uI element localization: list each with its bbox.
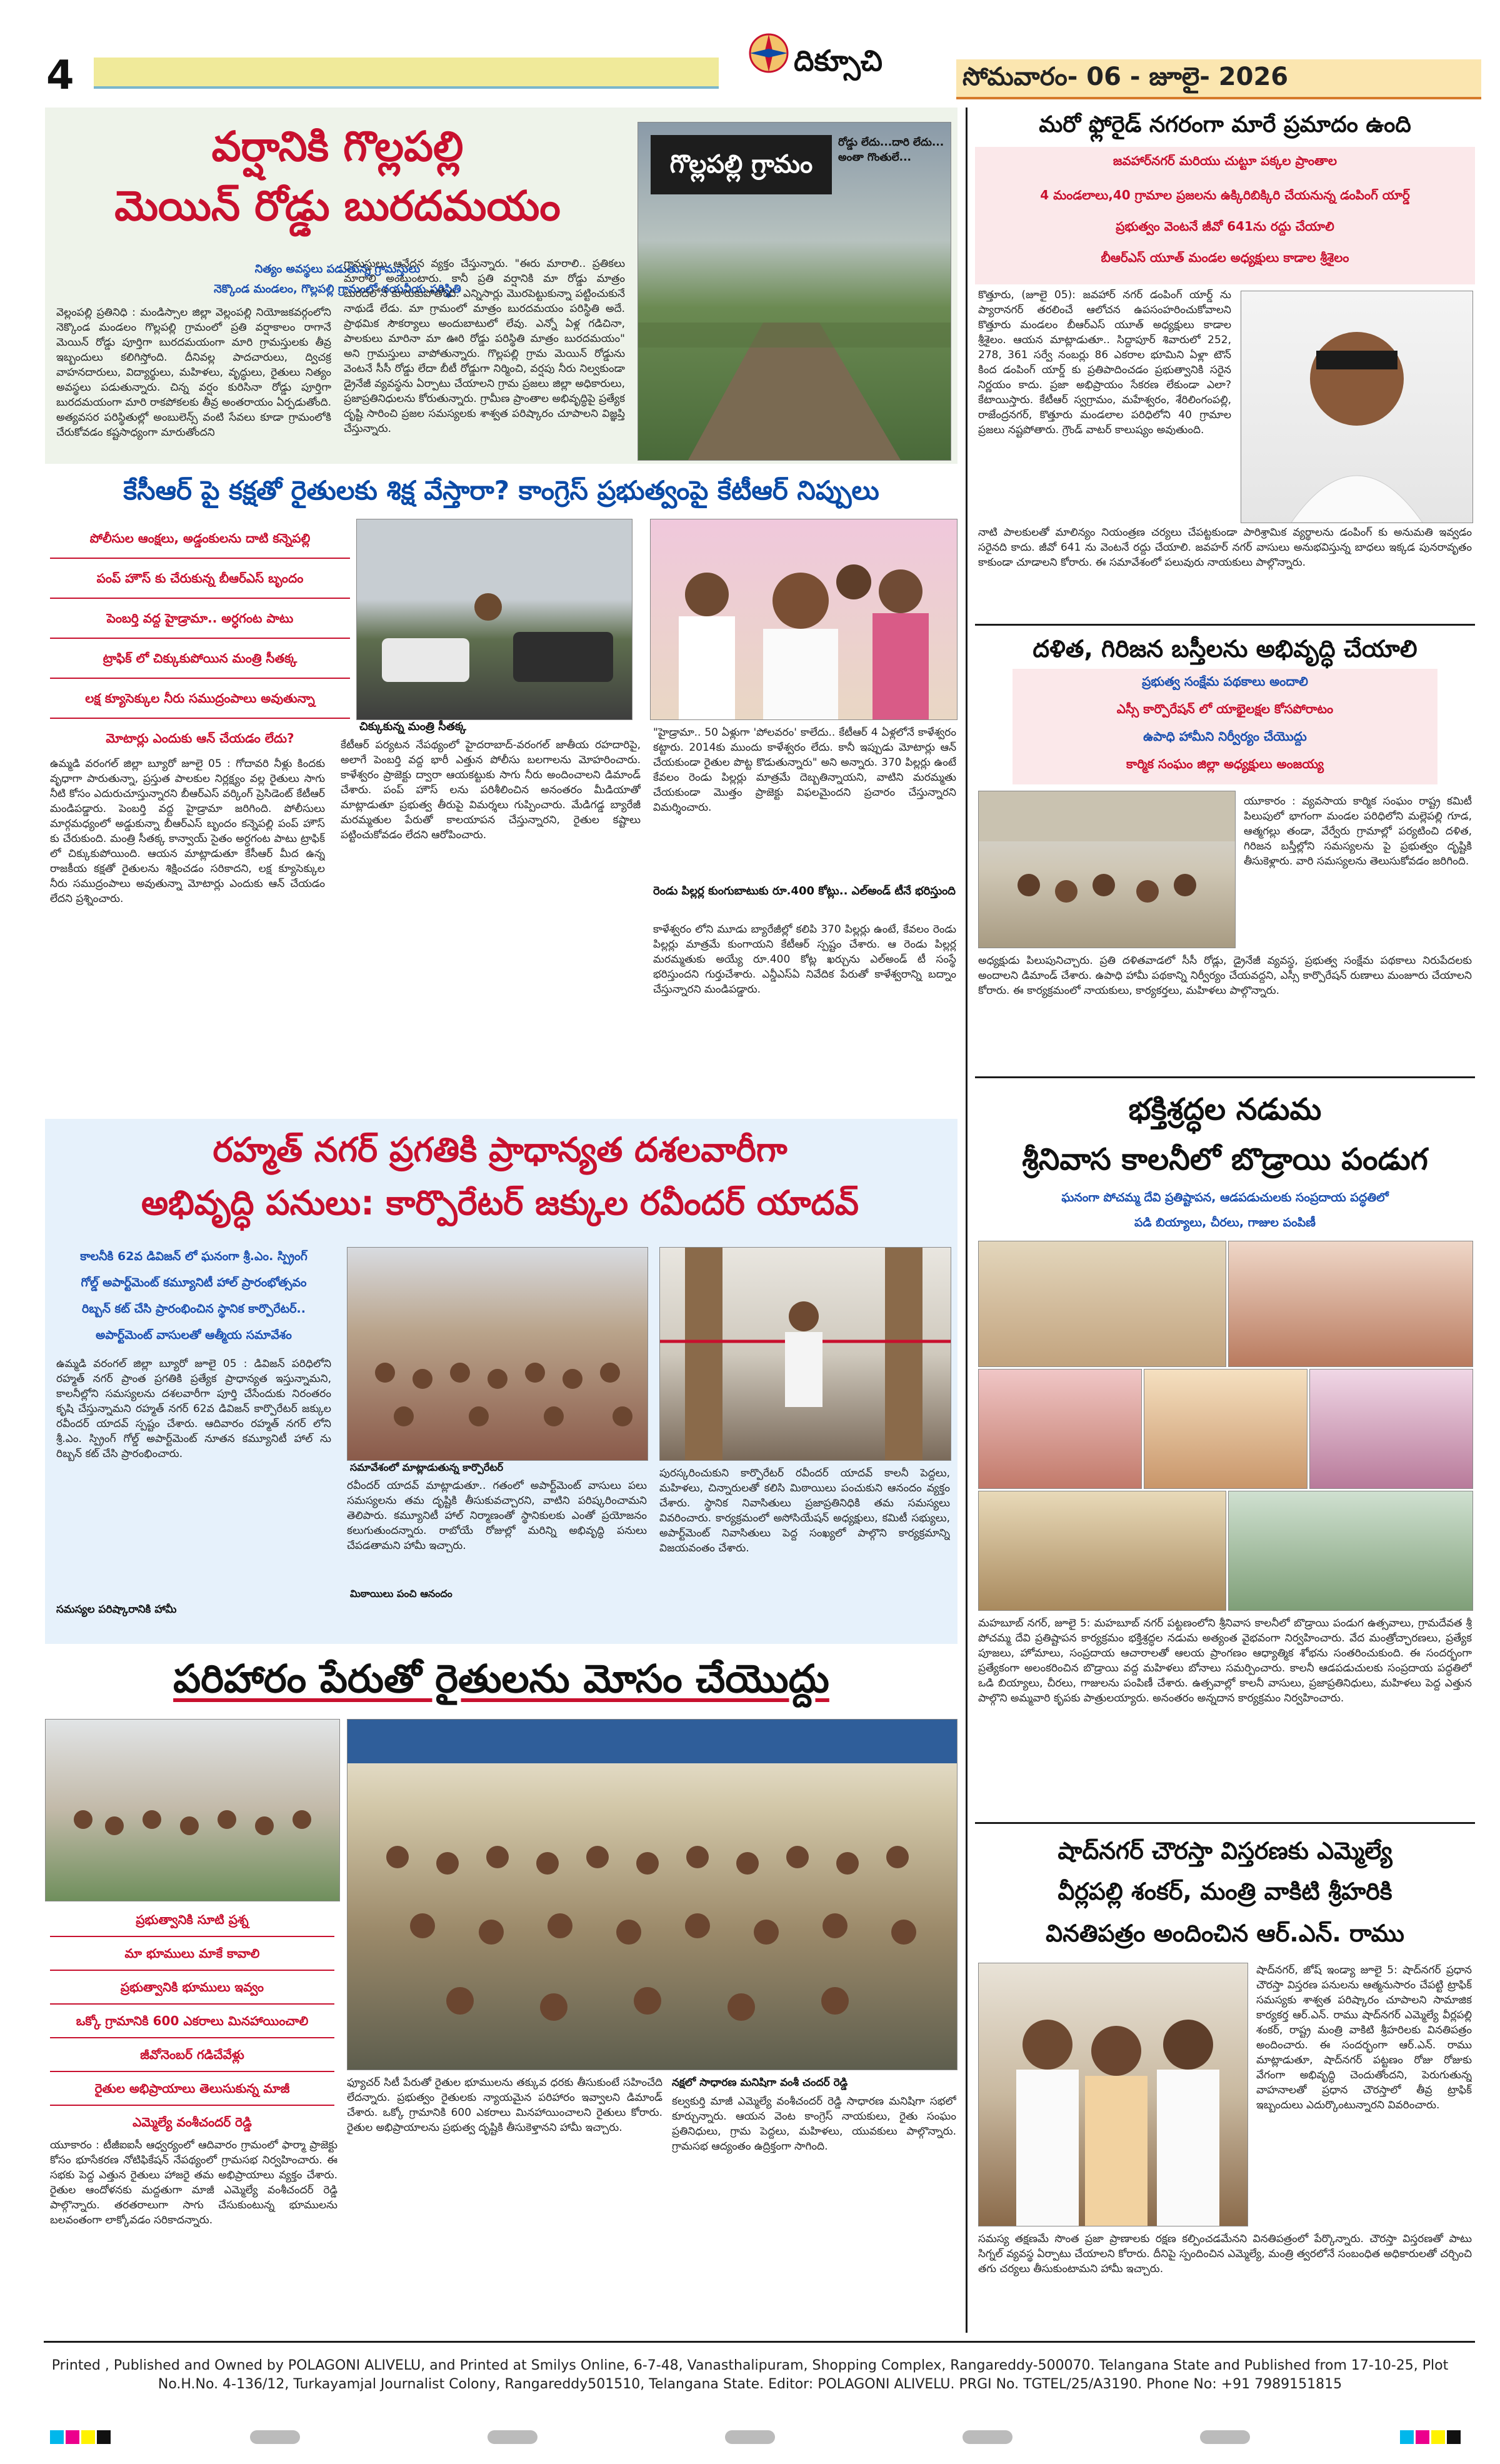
story1-body-2: గ్రామస్తులు ఆవేదన వ్యక్తం చేస్తున్నారు. "ఈరు మారాలి.. ప్రతికలు మారాలి అంటుంటారు. కానీ ప్రతి వర్షానికి మా రోడ్డు మాత్రం బురదలోనే కూరుకుపోతోంది. ఎన్నిసార్లు మొరపెట్టుకున్నా పట్టించుకునే నాథుడే లేడు. మా గ్రామంలో మాత్రం బురదమయం పరిస్థితి అదే. ప్రాథమిక సౌకర్యాలు అందుబాటులో లేవు. ఎన్నో ఏళ్ల గడిచినా, పాలకులు మారినా మా ఊరి రోడ్డు పరిస్థితి మాత్రం బురదమయం" అని గ్రామస్తులు వాపోతున్నారు. గొల్లపల్లి గ్రామ మెయిన్ రోడ్డును వెంటనే సీసీ రోడ్డు లేదా బీటీ రోడ్డుగా నిర్మించి, వర్షపు నీరు నిల్వకుండా డ్రైనేజీ వ్యవస్థను ఏర్పాటు చేయాలని గ్రామ ప్రజలు జిల్లా అధికారులు, ప్రజాప్రతినిధులను కోరుతున్నారు. గ్రామీణ ప్రాంతాల అభివృద్ధిపై ప్రత్యేక దృష్టి సారించి ప్రజల సమస్యలకు శాశ్వత పరిష్కారం చూపాలని విజ్ఞప్తి చేస్తున్నారు. <box>344 258 625 435</box>
imprint-line <box>44 2356 1456 2394</box>
festival-photo-3 <box>978 1369 1142 1489</box>
story4-sub: ప్రభుత్వ సంక్షేమ పథకాలు అందాలి <box>1142 674 1308 689</box>
divider <box>975 1822 1475 1824</box>
story4-sub: ఎస్సీ కార్పొరేషన్ లో యాభైలక్షల కోసపోరాటం <box>1116 701 1334 716</box>
grama-sabha-photo-main <box>347 1719 958 2070</box>
ribbon-cutting-photo <box>659 1247 951 1461</box>
story5-body: మహబూబ్ నగర్, జూలై 5: మహబూబ్ నగర్ పట్టణంలోని శ్రీనివాస కాలనీలో బొడ్రాయి పండుగ ఉత్సవాలు, గ్రామదేవత శ్రీ పోచమ్మ దేవి ప్రతిష్టాపన కార్యక్రమం భక్తిశ్రద్ధల నడుమ అత్యంత వైభవంగా నిర్వహించారు. వేద మంత్రోచ్ఛారణలు, ప్రత్యేక పూజలు, హోమాలు, సంప్రదాయ ఆచారాలతో ఆలయ ప్రాంగణం ఆధ్యాత్మిక శోభను సంతరించుకుంది. ఈ సందర్భంగా ప్రత్యేకంగా అలంకరించిన బొడ్రాయి వద్ద మహిళలు బోనాలు సమర్పించారు. కాలనీ ఆడపడుచులకు సంప్రదాయ పద్ధతిలో ఒడి బియ్యాలు, చీరలు, గాజులను పంపిణీ చేశారు. ఉత్సవాల్లో కాలనీ వాసులు, ప్రజాప్రతినిధులు, మహిళలు పెద్ద ఎత్తున పాల్గొని అమ్మవారి కృపకు పాత్రులయ్యారు. అనంతరం అన్నదాన కార్యక్రమం నిర్వహించారు. <box>978 1617 1472 1705</box>
story6-sub: రిబ్బన్ కట్ చేసి ప్రారంభించిన స్థానిక కార్పొరేటర్.. <box>82 1302 306 1316</box>
story3-sub: మోటార్లు ఎందుకు ఆన్ చేయడం లేదు? <box>106 731 294 746</box>
story6-sub: అపార్ట్‌మెంట్ వాసులతో ఆత్మీయ సమావేశం <box>96 1328 292 1342</box>
story8-headline-2: వీర్లపల్లి శంకర్, మంత్రి వాకిటి శ్రీహరికి <box>1058 1878 1392 1905</box>
convoy-photo <box>356 519 632 720</box>
footer-rule <box>44 2341 1475 2343</box>
story6-sub-inline: సమస్యల పరిష్కారానికి హామీ <box>56 1603 177 1616</box>
festival-photo-7 <box>1228 1491 1473 1611</box>
community-hall-photo <box>347 1247 648 1461</box>
story3-headline: కేసీఆర్ పై కక్షతో రైతులకు శిక్ష వేస్తారా? కాంగ్రెస్ ప్రభుత్వంపై కేటీఆర్ నిప్పులు <box>123 475 879 506</box>
story3-sub-mid: రెండు పిల్లర్ల కుంగుబాటుకు రూ.400 కోట్లు.. ఎల్అండ్ టీనే భరిస్తుంది <box>653 884 956 898</box>
story3-caption: చిక్కుకున్న మంత్రి సీతక్క <box>359 720 466 733</box>
story7-body-2: ఫ్యూచర్ సిటీ పేరుతో రైతుల భూములను తక్కువ ధరకు తీసుకుంటే సహించేది లేదన్నారు. ప్రభుత్వం రైతులకు న్యాయమైన పరిహారం ఇవ్వాలని డిమాండ్ చేశారు. ఒక్కో గ్రామానికి 600 ఎకరాలు మినహాయించాలని రైతులు కోరారు. రైతుల అభిప్రాయాలను ప్రభుత్వ దృష్టికి తీసుకెళ్తానని హామీ ఇచ్చారు. <box>347 2076 662 2134</box>
story1-body-1: వెల్లంపల్లి ప్రతినిధి : మండిస్సాల జిల్లా వెల్లంపల్లి నియోజకవర్గంలోని నెక్కొండ మండలం గొల్లపల్లి గ్రామంలో ప్రతి వర్షాకాలం రాగానే మెయిన్ రోడ్డు పూర్తిగా బురదమయంగా మారి గ్రామస్తులకు తీవ్ర ఇబ్బందులు కలిగిస్తోంది. దీనివల్ల పాదచారులు, ద్విచక్ర వాహనదారులు, విద్యార్థులు, మహిళలు, వృద్ధులు, రైతులు నిత్యం అవస్థలు పడుతున్నారు. చిన్న వర్షం కురిసినా రోడ్డు పూర్తిగా బురదమయంగా మారి రాకపోకలకు తీవ్ర అంతరాయం ఏర్పడుతోంది. అత్యవసర పరిస్థితుల్లో అంబులెన్స్ వంటి సేవలు కూడా గ్రామంలోకి చేరుకోవడం కష్టసాధ్యంగా మారుతోందని <box>56 306 331 439</box>
imprint-2: No.H.No. 4-136/12, Turkayamjal Journalist Colony, Rangareddy501510, Telangana State. Editor: POLAGONI ALIVELU. PRGI No. TGTEL/25/A3190. Phone No: +91 7989151815 <box>158 2376 1342 2392</box>
story7-sub: ఒక్కో గ్రామానికి 600 ఎకరాలు మినహాయించాలి <box>50 2005 334 2038</box>
story4-headline: దళిత, గిరిజన బస్తీలను అభివృద్ధి చేయాలి <box>1032 635 1418 663</box>
story6-caption-2: మిఠాయిలు పంచి ఆనందం <box>350 1588 452 1600</box>
story2-body-1: కొత్తూరు, (జూలై 05): జవహార్ నగర్ డంపింగ్ యార్డ్ ను ప్యారానగర్ తరలించే ఆలోచన ఉపసంహరించుకోవాలని కొత్తూరు మండలం బీఆర్ఎస్ యూత్ అధ్యక్షులు కాడాల శ్రీశైలం. ఆయన మాట్లాడుతూ.. సిద్దాపూర్ శివారులో 252, 278, 361 సర్వే నంబర్లు 86 ఎకరాల భూమిని ఏళ్లా టౌన్ కింద డంపింగ్ యార్డ్ కు ప్రతిపాదించడం ప్రభుత్వానికి సరైన నిర్ణయం కాదు. ప్రజా అభిప్రాయం సేకరణ లేకుండా ఎలా? కేటాయిస్తారు. కేటీఆర్ స్వగ్రామం, మహేశ్వరం, శేరిలింగంపల్లి, రాజేంద్రనగర్, కొత్తూరు మండలాల పరిధిలోని 40 గ్రామాల ప్రజలు నష్టపోతారు. గ్రౌండ్ వాటర్ కాలుష్యం అవుతుంది. <box>978 289 1231 436</box>
story2-sub-2: 4 మండలాలు,40 గ్రామాల ప్రజలను ఉక్కిరిబిక్కిరి చేయనున్న డంపింగ్ యార్డ్ <box>1040 188 1410 203</box>
story6-headline-1: రహ్మత్ నగర్ ప్రగతికి ప్రాధాన్యత దశలవారీగా <box>212 1130 788 1169</box>
story7-sub-inline: నక్షలో సాధారణ మనిషిగా వంశీ చందర్ రెడ్డి <box>672 2076 848 2089</box>
photo-sub: రోడ్డు లేదు...దారి లేదు... అంతా గొంతులే... <box>838 136 944 164</box>
festival-photo-5 <box>1309 1369 1473 1489</box>
story5-sub-2: పడి బియ్యాలు, చీరలు, గాజుల పంపిణీ <box>1134 1216 1316 1229</box>
divider <box>975 1076 1475 1078</box>
story1-headline-2: మెయిన్ రోడ్డు బురదమయం <box>114 182 561 230</box>
story5-headline-2: శ్రీనివాస కాలనీలో బొడ్రాయి పండుగ <box>1022 1142 1428 1177</box>
story8-headline-3: వినతిపత్రం అందించిన ఆర్.ఎన్. రాము <box>1046 1920 1404 1947</box>
story1-headline-1: వర్షానికి గొల్లపల్లి <box>211 123 464 171</box>
petition-photo <box>978 1963 1248 2226</box>
story7-sub: ప్రభుత్వానికి సూటి ప్రశ్న <box>50 1903 334 1937</box>
story6-caption-1: సమావేశంలో మాట్లాడుతున్న కార్పొరేటర్ <box>350 1461 504 1473</box>
story3-sub: పంప్ హౌస్ కు చేరుకున్న బీఆర్ఎస్ బృందం <box>50 559 350 599</box>
story6-sub: గోల్డ్ అపార్ట్‌మెంట్ కమ్యూనిటీ హాల్ ప్రారంభోత్సవం <box>81 1276 307 1290</box>
story3-body-3: "హైడ్రామా.. 50 ఏళ్లుగా 'పోలవరం' కాలేదు.. కేటీఆర్ 4 ఏళ్లలోనే కాళేశ్వరం కట్టారు. 2014కు ముందు కాళేశ్వరం లేదు. కానీ ఇప్పుడు మోటార్లు ఆన్ చేయకుండా రైతుల పొట్ట కొడుతున్నారు" అని అన్నారు. 370 పిల్లర్లు ఉంటే కేవలం రెండు పిల్లర్లు మాత్రమే దెబ్బతిన్నాయని, వాటిని మరమ్మతు చేయకుండా మొత్తం ప్రాజెక్టు విఫలమైందని ప్రచారం చేస్తున్నారని విమర్శించారు. <box>653 726 956 814</box>
photo-title: గొల్లపల్లి గ్రామం <box>651 135 832 194</box>
story8-headline-1: షాద్‌నగర్ చౌరస్తా విస్తరణకు ఎమ్మెల్యే <box>1058 1837 1392 1865</box>
story3-body-1: ఉమ్మడి వరంగల్ జిల్లా బ్యూరో జూలై 05 : గోదావరి నీళ్లు కిందకు వృధాగా పారుతున్నా, ప్రస్తుత పాలకుల నిర్లక్ష్యం వల్ల రైతులు సాగు నీటి కోసం ఎదురుచూస్తున్నారని బీఆర్ఎస్ వర్కింగ్ ప్రెసిడెంట్ కేటీఆర్ మండిపడ్డారు. పెంబర్తి వద్ద హైడ్రామా జరిగింది. పోలీసులు మార్గమధ్యంలో అడ్డుకున్నా బీఆర్ఎస్ బృందం కన్నెపల్లి పంప్ హౌస్ కు చేరుకుంది. మంత్రి సీతక్క కాన్వాయ్ సైతం అర్ధగంట పాటు ట్రాఫిక్ లో చిక్కుకుపోయింది. ఆయన మాట్లాడుతూ కేసీఆర్ మీద ఉన్న రాజకీయ కక్షతో రైతులను శిక్షించడం సరికాదని, లక్ష క్యూసెక్కుల నీరు సముద్రంపాలు అవుతున్నా మోటార్లు ఎందుకు ఆన్ చేయడం లేదని ప్రశ్నించారు. <box>50 758 325 905</box>
sreeshailam-photo <box>1241 291 1473 523</box>
divider <box>975 624 1475 626</box>
story3-sub: పెంబర్తి వద్ద హైడ్రామా.. అర్ధగంట పాటు <box>50 599 350 639</box>
story5-headline-1: భక్తిశ్రద్ధల నడుమ <box>1128 1092 1322 1127</box>
story7-sub: జీవోనెంబర్ గడిచేవేళ్లు <box>50 2038 334 2072</box>
grama-sabha-photo-1 <box>45 1719 340 1901</box>
story7-sub: ఎమ్మెల్యే వంశీచందర్ రెడ్డి <box>132 2115 252 2130</box>
story4-body-2: అధ్యక్షుడు పిలుపునిచ్చారు. ప్రతి దళితవాడలో సీసీ రోడ్లు, డ్రైనేజీ వ్యవస్థ, ప్రభుత్వ సంక్షేమ పథకాలు నిరుపేదలకు అందాలని డిమాండ్ చేశారు. ఉపాధి హామీ పథకాన్ని నిర్వీర్యం చేయవద్దని, ఎస్సీ కార్పొరేషన్ రుణాలు మంజూరు చేయాలని కోరారు. ఈ కార్యక్రమంలో నాయకులు, కార్యకర్తలు, మహిళలు పాల్గొన్నారు. <box>978 954 1472 997</box>
story2-headline: మరో ఫ్లోరైడ్ నగరంగా మారే ప్రమాదం ఉంది <box>1039 112 1411 138</box>
story6-headline-2: అభివృద్ధి పనులు: కార్పొరేటర్ జక్కుల రవీందర్ యాదవ్ <box>141 1183 859 1223</box>
story4-sub: ఉపాధి హామీని నిర్వీర్యం చేయొద్దు <box>1143 729 1307 744</box>
story7-body-1: యూకారం : టీజీఐఐసీ ఆధ్వర్యంలో ఆదివారం గ్రామంలో ఫార్మా ప్రాజెక్టు కోసం భూసేకరణ నోటిఫికేషన్ నేపథ్యంలో గ్రామసభ నిర్వహించారు. ఈ సభకు పెద్ద ఎత్తున రైతులు హాజరై తమ అభిప్రాయాలు వ్యక్తం చేశారు. రైతుల ఆందోళనకు మద్దతుగా మాజీ ఎమ్మెల్యే వంశీచందర్ రెడ్డి పాల్గొన్నారు. తరతరాలుగా సాగు చేసుకుంటున్న భూములను బలవంతంగా లాక్కోవడం సరికాదన్నారు. <box>50 2139 338 2226</box>
story8-body-2: సమస్య తక్షణమే సొంత ప్రజా ప్రాణాలకు రక్షణ కల్పించడమేనని వినతిపత్రంలో పేర్కొన్నారు. చౌరస్తా విస్తరణతో పాటు సిగ్నల్ వ్యవస్థ ఏర్పాటు చేయాలని కోరారు. దీనిపై స్పందించిన ఎమ్మెల్యే, మంత్రి త్వరలోనే సంబంధిత అధికారులతో చర్చించి తగు చర్యలు తీసుకుంటామని హామీ ఇచ్చారు. <box>978 2233 1472 2275</box>
story1-sub-2: నెక్కొండ మండలం, గొల్లపల్లి గ్రామంలో దయనీయ పరిస్థితి <box>214 283 461 296</box>
story7-sub: ప్రభుత్వానికి భూములు ఇవ్వం <box>50 1971 334 2005</box>
story6-body-1: ఉమ్మడి వరంగల్ జిల్లా బ్యూరో జూలై 05 : డివిజన్ పరిధిలోని రహ్మత్ నగర్ ప్రాంత ప్రగతికి ప్రత్యేక ప్రాధాన్యత ఇస్తున్నామని, కాలనీల్లోని సమస్యలను దశలవారీగా పూర్తి చేసేందుకు నిరంతరం కృషి చేస్తున్నామని రహ్మత్ నగర్ 62వ డివిజన్ కార్పొరేటర్ జక్కుల రవీందర్ యాదవ్ స్పష్టం చేశారు. ఆదివారం రహ్మత్ నగర్ లోని శ్రీ.ఎం. స్ప్రింగ్ గోల్డ్ అపార్ట్‌మెంట్ నూతన కమ్యూనిటీ హాల్ ను రిబ్బన్ కట్ చేసి ప్రారంభించారు. <box>56 1358 331 1460</box>
story7-sub: మా భూములు మాకే కావాలి <box>50 1937 334 1971</box>
story3-sub: లక్ష క్యూసెక్కుల నీరు సముద్రంపాలు అవుతున్నా <box>50 679 350 719</box>
story2-sub-3: ప్రభుత్వం వెంటనే జీవో 641ను రద్దు చేయాలి <box>1116 219 1334 234</box>
village-meeting-photo <box>978 791 1236 948</box>
story2-body-2: నాటి పాలకులతో మాలిన్యం నియంత్రణ చర్యలు చేపట్టకుండా పారిశ్రామిక వ్యర్థాలను డంపింగ్ కు అనుమతి ఇవ్వడం సరైనది కాదు. జీవో 641 ను వెంటనే రద్దు చేయాలి. జవహర్ నగర్ వాసులు అనుభవిస్తున్న బాధలు ఇక్కడ పునరావృతం కాకుండా చూడాలని కోరారు. ఈ సమావేశంలో పలువురు నాయకులు పాల్గొన్నారు. <box>978 526 1472 569</box>
imprint-1: Printed , Published and Owned by POLAGONI ALIVELU, and Printed at Smilys Online, 6-7-48, Vanasthalipuram, Shopping Complex, Rangareddy-500070. Telangana State and Published from 17-10-25, Plot <box>51 2358 1449 2373</box>
story3-sub-list <box>50 519 350 756</box>
story2-sub-1: జవహార్‌నగర్ మరియు చుట్టూ పక్కల ప్రాంతాల <box>1112 153 1338 168</box>
paper-name: దిక్సూచి <box>794 44 883 78</box>
story3-body-4: కాళేశ్వరం లోని మూడు బ్యారేజీల్లో కలిపి 370 పిల్లర్లు ఉంటే, కేవలం రెండు పిల్లర్లు మాత్రమే కుంగాయని కేటీఆర్ స్పష్టం చేశారు. ఆ రెండు పిల్లర్ల మరమ్మతుకు అయ్యే రూ.400 కోట్ల ఖర్చును ఎల్అండ్ టీ సంస్థే భరిస్తుందని గుర్తుచేశారు. ఎన్డీఎస్ఏ నివేదిక పేరుతో కాళేశ్వరాన్ని బద్నాం చేస్తున్నారని మండిపడ్డారు. <box>653 923 956 996</box>
story3-sub: ట్రాఫిక్ లో చిక్కుకుపోయిన మంత్రి సీతక్క <box>50 639 350 679</box>
date-line: సోమవారం- 06 - జూలై- 2026 <box>962 63 1289 91</box>
story1-sub-1: నిత్యం అవస్థలు పడుతున్న గ్రామస్తులు <box>254 263 421 276</box>
story3-body-2: కేటీఆర్ పర్యటన నేపథ్యంలో హైదరాబాద్-వరంగల్ జాతీయ రహదారిపై, అలాగే పెంబర్తి వద్ద భారీ ఎత్తున పోలీసు బలగాలను మోహరించారు. కాళేశ్వరం ప్రాజెక్టు ద్వారా ఆయకట్టుకు సాగు నీరు అందించాలని డిమాండ్ చేశారు. పంప్ హౌస్ లను పరిశీలించిన అనంతరం మీడియాతో మాట్లాడుతూ ప్రభుత్వ తీరుపై విమర్శలు గుప్పించారు. మేడిగడ్డ బ్యారేజీ మరమ్మతుల పేరుతో కాలయాపన చేస్తున్నారని, రైతుల కష్టాలు పట్టించుకోవడం లేదని ఆరోపించారు. <box>341 739 641 841</box>
ktr-press-photo <box>650 519 958 720</box>
story7-headline: పరిహారం పేరుతో రైతులను మోసం చేయొద్దు <box>173 1656 829 1701</box>
story4-sub: కార్మిక సంఘం జిల్లా అధ్యక్షులు అంజయ్య <box>1126 756 1324 771</box>
registration-marks <box>0 2425 1500 2450</box>
story4-body-1: యూకారం : వ్యవసాయ కార్మిక సంఘం రాష్ట్ర కమిటీ పిలుపులో భాగంగా మండల పరిధిలోని మల్లెపల్లి గూడ, ఆత్మగల్లు తండా, వేర్వేరు గ్రామాల్లో పర్యటించి దళిత, గిరిజన బస్తీల్లోని సమస్యలను పై ప్రభుత్వం దృష్టికి తీసుకెళ్లారు. వారి సమస్యలను తెలుసుకోవడం జరిగింది. <box>1244 795 1472 868</box>
festival-photo-6 <box>978 1491 1226 1611</box>
story7-sub: రైతుల అభిప్రాయాలు తెలుసుకున్న మాజీ <box>50 2072 334 2106</box>
story3-sub: పోలీసుల ఆంక్షలు, అడ్డంకులను దాటి కన్నెపల్లి <box>50 519 350 559</box>
story7-body-3: కల్వకుర్తి మాజీ ఎమ్మెల్యే వంశీచందర్ రెడ్డి సాధారణ మనిషిగా సభలో కూర్చున్నారు. ఆయన వెంట కాంగ్రెస్ నాయకులు, రైతు సంఘం ప్రతినిధులు, గ్రామ పెద్దలు, మహిళలు, యువకులు పాల్గొన్నారు. గ్రామసభ ఆద్యంతం ఉద్రిక్తంగా సాగింది. <box>672 2095 956 2153</box>
story8-body-1: షాద్‌నగర్, జోష్ ఇండ్యా జూలై 5: షాద్‌నగర్ ప్రధాన చౌరస్తా విస్తరణ పనులను ఆత్మనుసారం చేపట్టి ట్రాఫిక్ సమస్యకు శాశ్వత పరిష్కారం చూపాలని సామాజిక కార్యకర్త ఆర్.ఎన్. రాము షాద్‌నగర్ ఎమ్మెల్యే వీర్లపల్లి శంకర్, రాష్ట్ర మంత్రి వాకిటి శ్రీహరిలకు వినతిపత్రం అందించారు. ఈ సందర్భంగా ఆర్.ఎన్. రాము మాట్లాడుతూ, షాద్‌నగర్ పట్టణం రోజు రోజుకు వేగంగా అభివృద్ధి చెందుతోందని, పెరుగుతున్న వాహనాలతో ప్రధాన చౌరస్తాలో తీవ్ర ట్రాఫిక్ ఇబ్బందులు ఎదుర్కొంటున్నారని వివరించారు. <box>1256 1964 1472 2111</box>
festival-photo-4 <box>1144 1369 1308 1489</box>
story6-sub: కాలనీకి 62వ డివిజన్ లో ఘనంగా శ్రీ.ఎం. స్ప్రింగ్ <box>80 1250 308 1263</box>
story6-body-2: రవీందర్ యాదవ్ మాట్లాడుతూ.. గతంలో అపార్ట్‌మెంట్ వాసులు పలు సమస్యలను తమ దృష్టికి తీసుకువచ్చారని, వాటిని పరిష్కరించామని తెలిపారు. కమ్యూనిటీ హాల్ నిర్మాణంతో స్థానికులకు ఎంతో ప్రయోజనం కలుగుతుందన్నారు. రాబోయే రోజుల్లో మరిన్ని అభివృద్ధి పనులు చేపడతామని హామీ ఇచ్చారు. <box>347 1480 647 1552</box>
story5-sub-1: ఘనంగా పోచమ్మ దేవి ప్రతిష్టాపన, ఆడపడుచులకు సంప్రదాయ పద్ధతిలో <box>1061 1191 1389 1204</box>
festival-photo-1 <box>978 1241 1226 1367</box>
village-road-photo <box>638 122 951 461</box>
festival-photo-2 <box>1228 1241 1473 1367</box>
story7-sub-list <box>50 1903 334 2135</box>
column-divider <box>966 108 968 2333</box>
page-number: 4 <box>46 53 74 99</box>
story6-body-3: పురస్కరించుకుని కార్పొరేటర్ రవీందర్ యాదవ్ కాలనీ పెద్దలు, మహిళలు, చిన్నారులతో కలిసి మిఠాయిలు పంచుకుని ఆనందం వ్యక్తం చేశారు. స్థానిక నివాసితులు ప్రజాప్రతినిధికి తమ సమస్యలు వివరించారు. కార్యక్రమంలో అసోసియేషన్ అధ్యక్షులు, కమిటీ సభ్యులు, అపార్ట్‌మెంట్ నివాసితులు పెద్ద సంఖ్యలో పాల్గొని కార్యక్రమాన్ని విజయవంతం చేశారు. <box>659 1467 950 1555</box>
page-number-bar <box>94 58 719 89</box>
story2-sub-4: బీఆర్ఎస్ యూత్ మండల అధ్యక్షులు కాడాల శ్రీశైలం <box>1101 250 1349 265</box>
